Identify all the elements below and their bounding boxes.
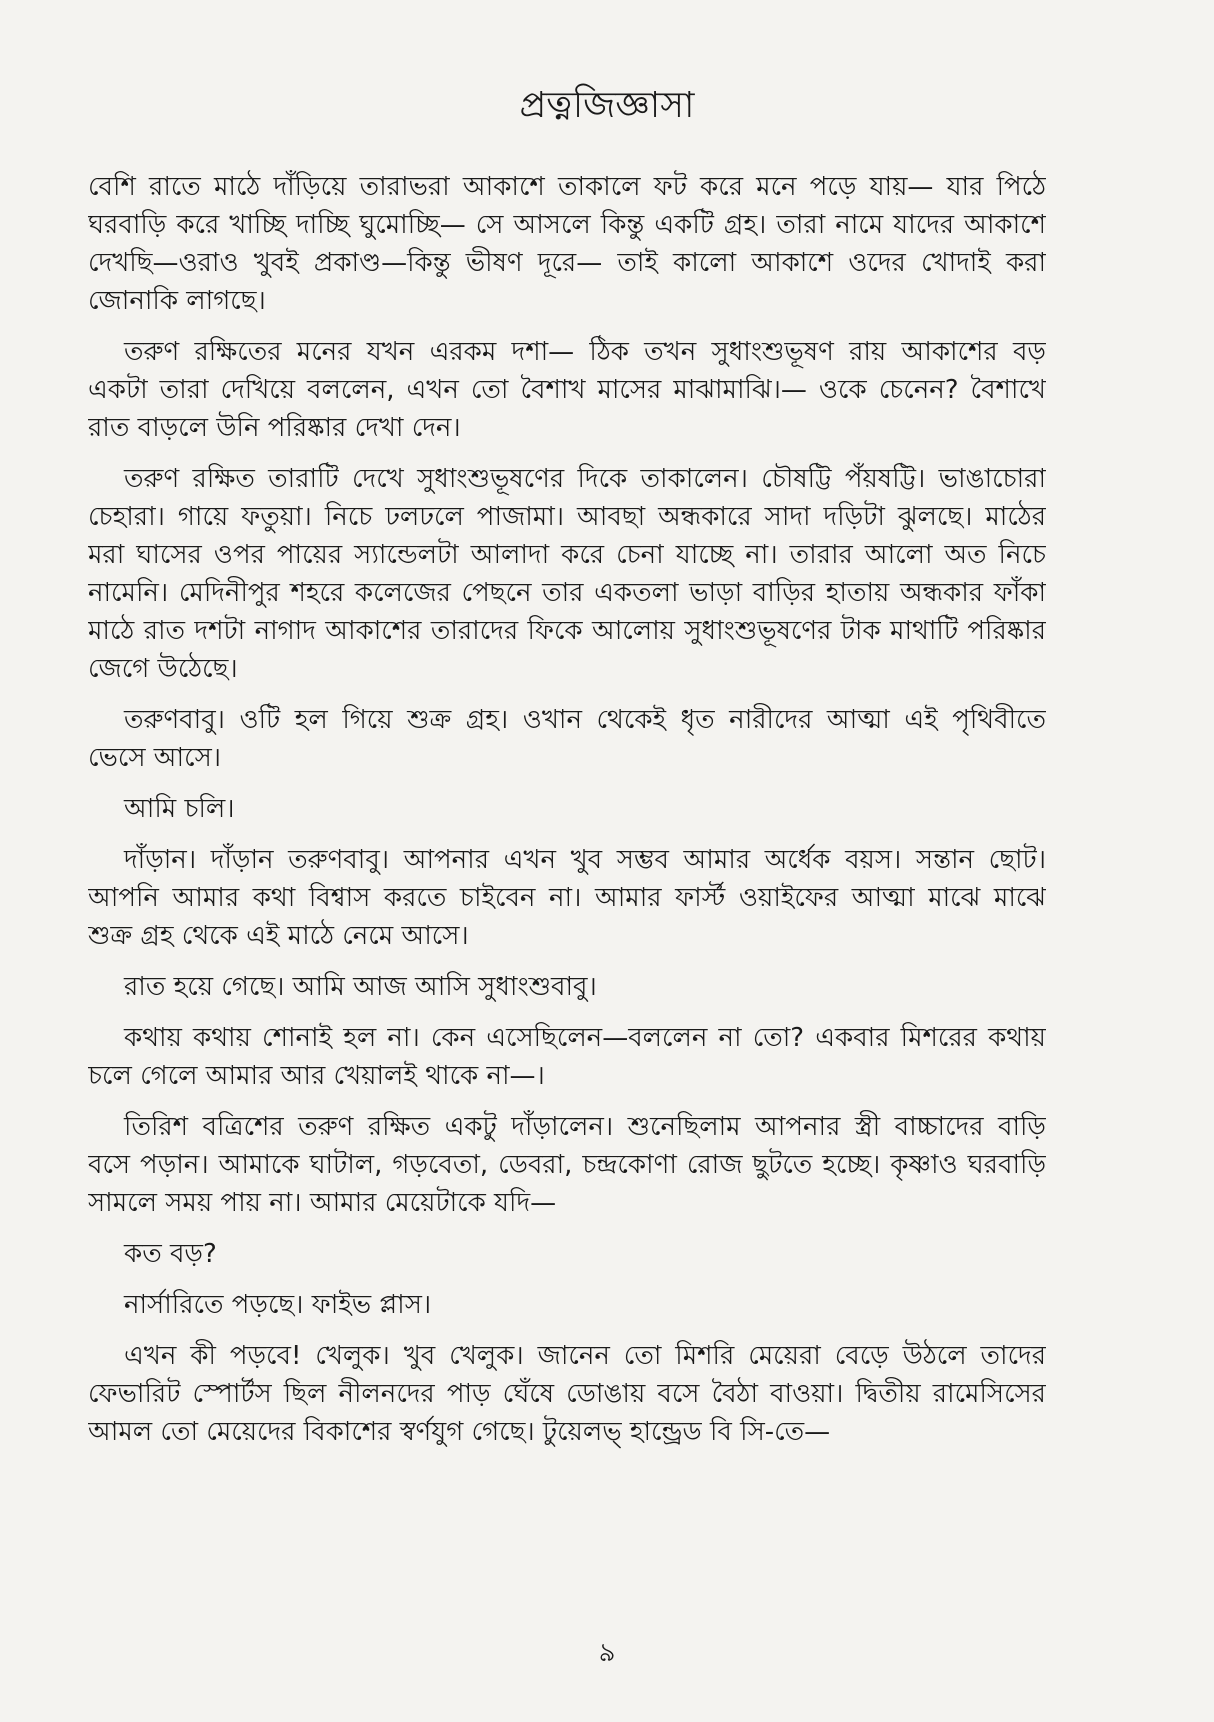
text-line: কথায় কথায় শোনাই হল না। কেন এসেছিলেন—বললেন না তো? একবার মিশরের কথায় [124,1023,1046,1053]
paragraph [88,1286,1046,1324]
text-line: দাঁড়ান। দাঁড়ান তরুণবাবু। আপনার এখন খুব সম্ভব আমার অর্ধেক বয়স। সন্তান ছোট। [124,845,1046,875]
paragraph [88,1019,1046,1095]
text-line: নার্সারিতে পড়ছে। ফাইভ প্লাস। [124,1290,432,1320]
text-line: ফেভারিট স্পোর্টস ছিল নীলনদের পাড় ঘেঁষে ডোঙায় বসে বৈঠা বাওয়া। দ্বিতীয় রামেসিসের [88,1379,1046,1409]
page-number: ৯ [598,1638,616,1668]
text-line: এখন কী পড়বে! খেলুক। খুব খেলুক। জানেন তো মিশরি মেয়েরা বেড়ে উঠলে তাদের [124,1341,1046,1371]
text-line: আমল তো মেয়েদের বিকাশের স্বর্ণযুগ গেছে। টুয়েলভ্ হান্ড্রেড বি সি-তে— [88,1417,831,1447]
text-line: মাঠে রাত দশটা নাগাদ আকাশের তারাদের ফিকে আলোয় সুধাংশুভূষণের টাক মাথাটি পরিষ্কার [88,616,1046,646]
paragraph [88,1337,1046,1451]
chapter-title: প্রত্নজিজ্ঞাসা [519,85,695,126]
paragraph [88,701,1046,777]
page-body [88,168,1046,1451]
text-line: তরুণ রক্ষিত তারাটি দেখে সুধাংশুভূষণের দিকে তাকালেন। চৌষট্টি পঁয়ষট্টি। ভাঙাচোরা [124,464,1046,494]
text-line: জোনাকি লাগছে। [88,286,266,316]
text-line: চেহারা। গায়ে ফতুয়া। নিচে ঢলঢলে পাজামা। আবছা অন্ধকারে সাদা দড়িটা ঝুলছে। মাঠের [88,502,1046,532]
text-line: নামেনি। মেদিনীপুর শহরে কলেজের পেছনে তার একতলা ভাড়া বাড়ির হাতায় অন্ধকার ফাঁকা [88,578,1046,608]
text-line: রাত বাড়লে উনি পরিষ্কার দেখা দেন। [88,413,461,443]
paragraph [88,168,1046,320]
text-line: ভেসে আসে। [88,743,222,773]
text-line: ঘরবাড়ি করে খাচ্ছি দাচ্ছি ঘুমোচ্ছি— সে আসলে কিন্তু একটি গ্রহ। তারা নামে যাদের আকাশে [88,210,1046,240]
text-line: দেখছি—ওরাও খুবই প্রকাণ্ড—কিন্তু ভীষণ দূরে— তাই কালো আকাশে ওদের খোদাই করা [88,248,1046,278]
paragraph [88,841,1046,955]
text-line: সামলে সময় পায় না। আমার মেয়েটাকে যদি— [88,1188,557,1218]
text-line: কত বড়? [124,1239,217,1269]
text-line: তরুণবাবু। ওটি হল গিয়ে শুক্র গ্রহ। ওখান থেকেই ধৃত নারীদের আত্মা এই পৃথিবীতে [124,705,1046,735]
text-line: বেশি রাতে মাঠে দাঁড়িয়ে তারাভরা আকাশে তাকালে ফট করে মনে পড়ে যায়— যার পিঠে [88,172,1046,202]
paragraph [88,968,1046,1006]
paragraph [88,333,1046,447]
text-line: জেগে উঠেছে। [88,654,238,684]
text-line: শুক্র গ্রহ থেকে এই মাঠে নেমে আসে। [88,921,469,951]
text-line: তিরিশ বত্রিশের তরুণ রক্ষিত একটু দাঁড়ালেন। শুনেছিলাম আপনার স্ত্রী বাচ্চাদের বাড়ি [124,1112,1046,1142]
text-line: চলে গেলে আমার আর খেয়ালই থাকে না—। [88,1061,545,1091]
paragraph [88,1108,1046,1222]
text-line: আমি চলি। [124,794,235,824]
text-line: আপনি আমার কথা বিশ্বাস করতে চাইবেন না। আমার ফার্স্ট ওয়াইফের আত্মা মাঝে মাঝে [88,883,1046,913]
paragraph [88,460,1046,688]
paragraph [88,1235,1046,1273]
text-line: তরুণ রক্ষিতের মনের যখন এরকম দশা— ঠিক তখন সুধাংশুভূষণ রায় আকাশের বড় [124,337,1046,367]
text-line: মরা ঘাসের ওপর পায়ের স্যান্ডেলটা আলাদা করে চেনা যাচ্ছে না। তারার আলো অত নিচে [88,540,1046,570]
text-line: একটা তারা দেখিয়ে বললেন, এখন তো বৈশাখ মাসের মাঝামাঝি।— ওকে চেনেন? বৈশাখে [88,375,1046,405]
text-line: বসে পড়ান। আমাকে ঘাটাল, গড়বেতা, ডেবরা, চন্দ্রকোণা রোজ ছুটতে হচ্ছে। কৃষ্ণাও ঘরবাড়ি [88,1150,1046,1180]
paragraph [88,790,1046,828]
text-line: রাত হয়ে গেছে। আমি আজ আসি সুধাংশুবাবু। [124,972,597,1002]
